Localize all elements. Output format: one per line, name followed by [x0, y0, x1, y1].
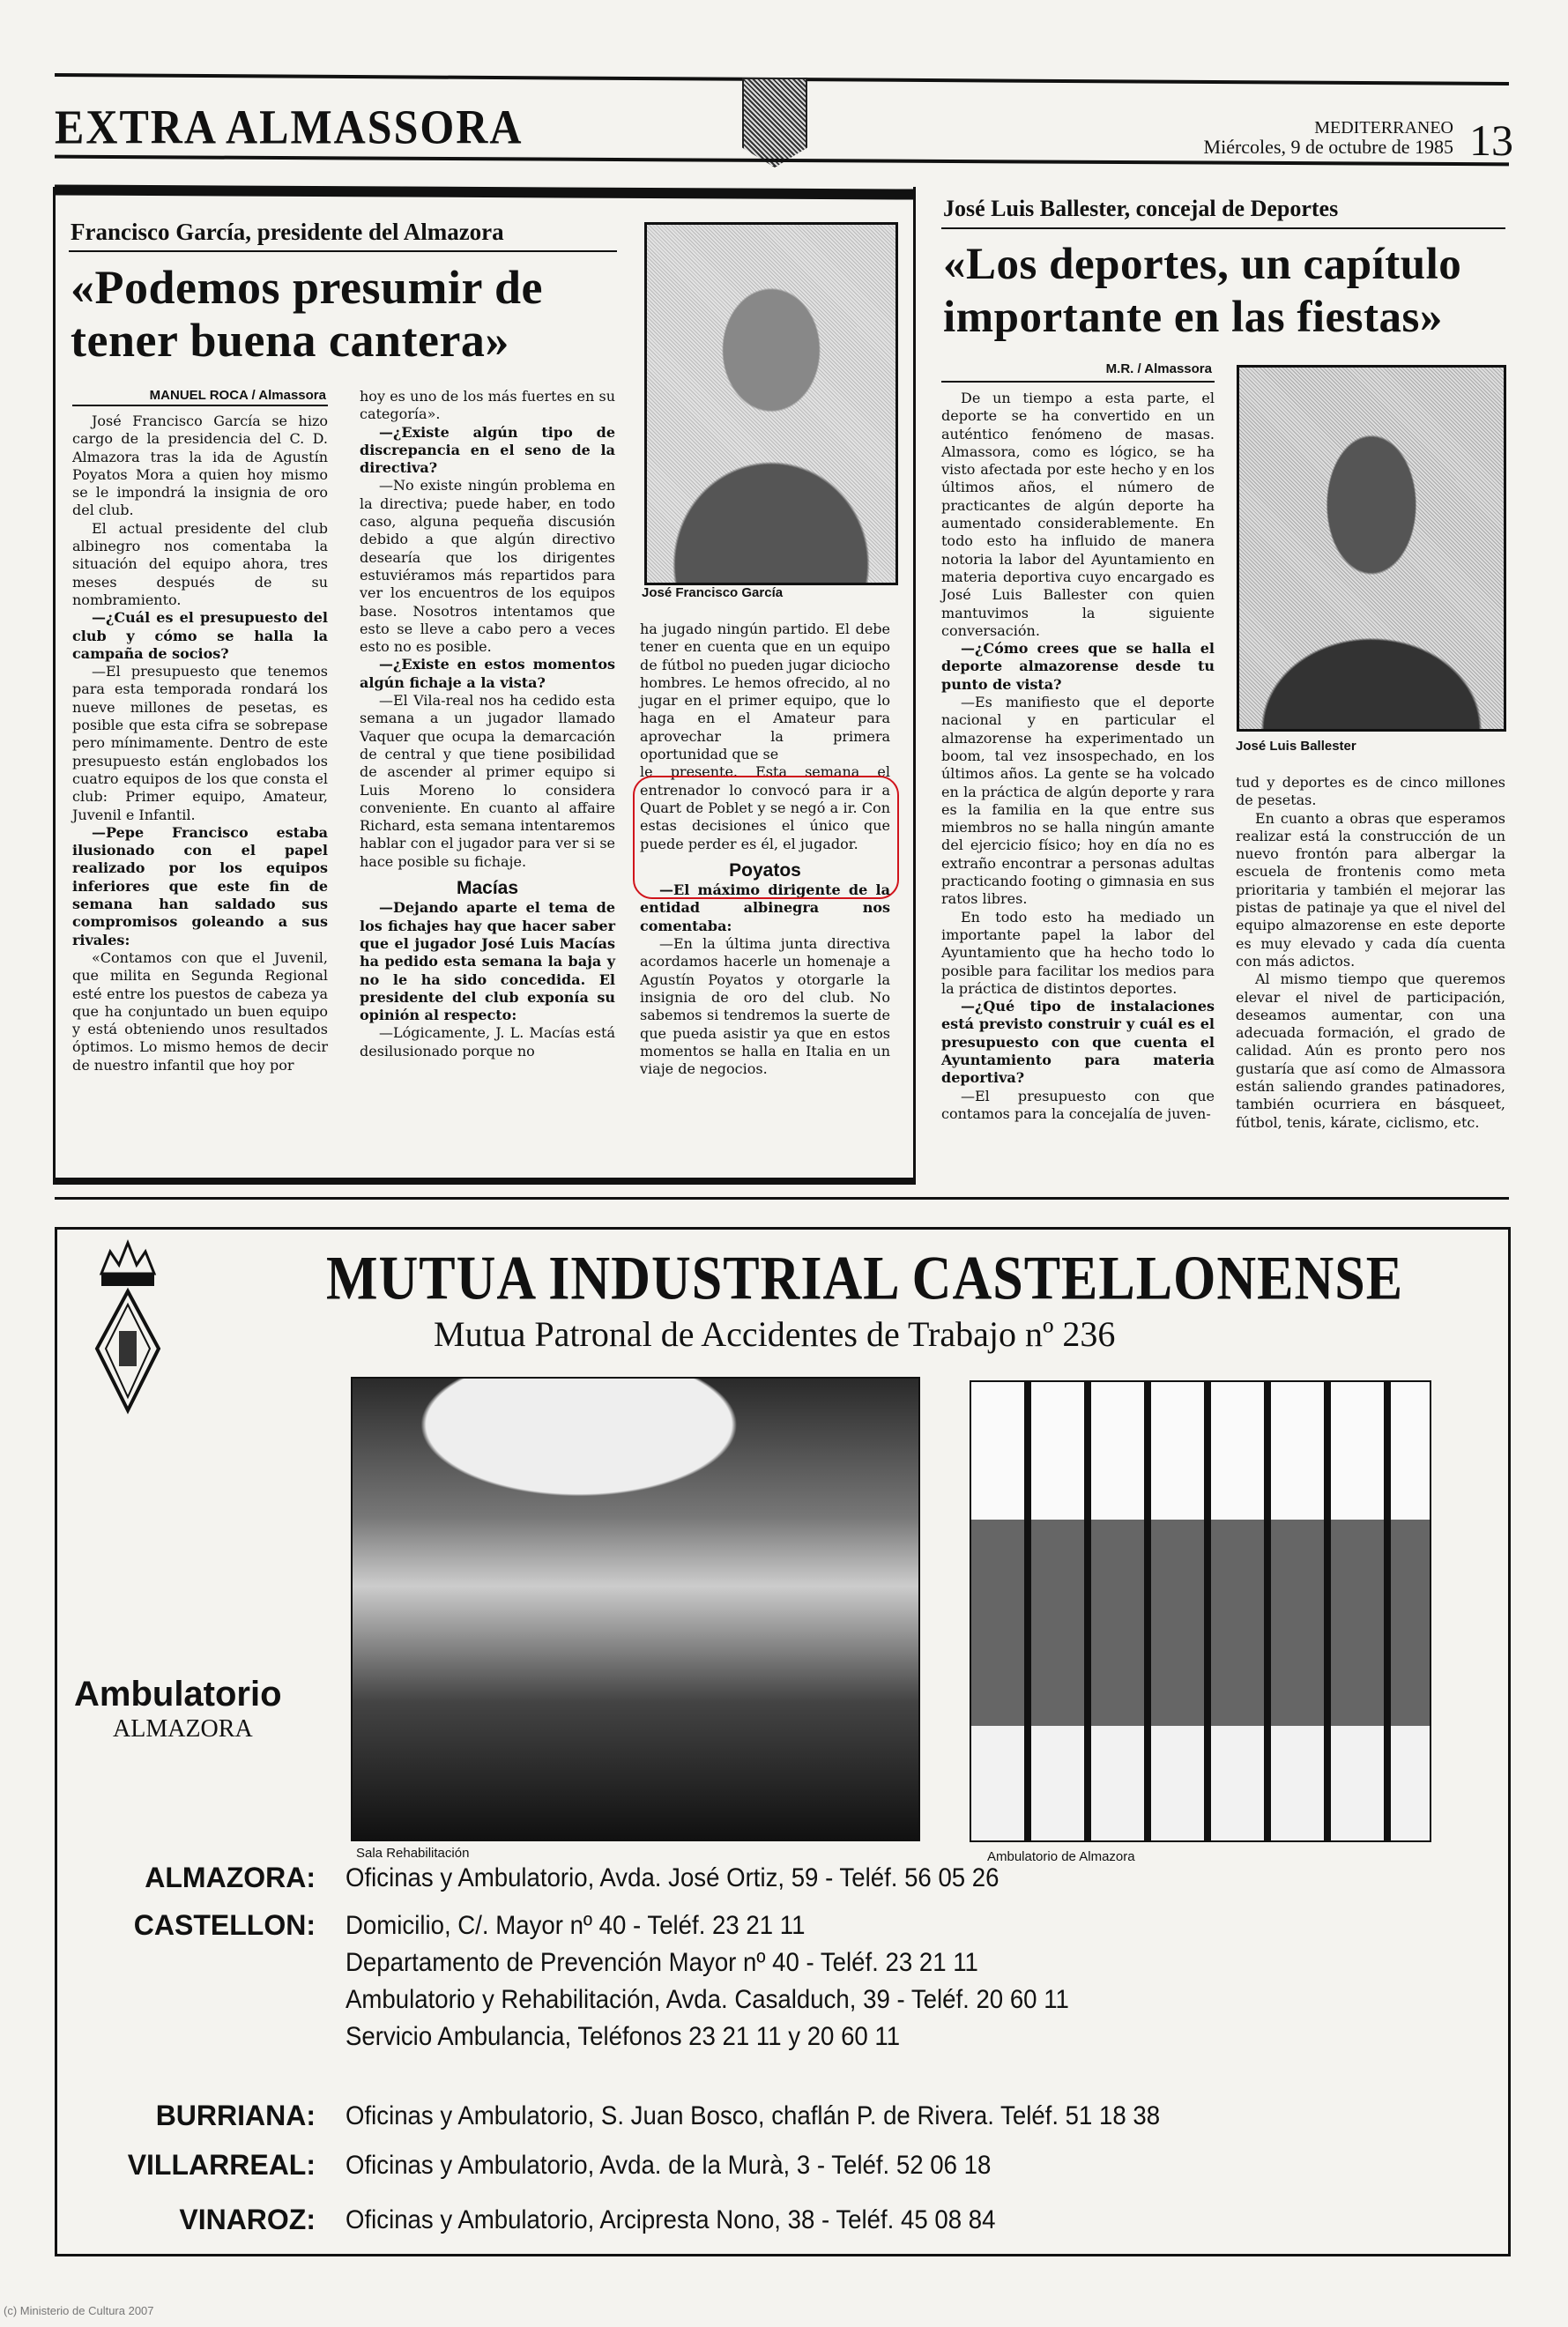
- address-city-label: VINAROZ:: [179, 2204, 316, 2235]
- address-line: Oficinas y Ambulatorio, Avda. de la Murà, 3 - Teléf. 52 06 18: [346, 2151, 992, 2180]
- article-left-byline: MANUEL ROCA / Almassora: [149, 388, 326, 403]
- paragraph: En cuanto a obras que esperamos realizar está la construcción de un nuevo frontón para albergar la escuela de frontenis como meta prioritaria y también el mejorar las pistas de patinaje ya que el nivel del equipo almazorense en este deporte es muy elevado y cada día cuenta con más adictos.: [1236, 809, 1505, 970]
- article-left-column-2: [360, 388, 615, 1060]
- kicker-underline: [941, 227, 1505, 229]
- section-divider: [55, 1197, 1509, 1200]
- address-line: Domicilio, C/. Mayor nº 40 - Teléf. 23 21 11: [346, 1911, 806, 1940]
- paragraph: —Lógicamente, J. L. Macías está desilusionado porque no: [360, 1024, 615, 1059]
- image-caption: Ambulatorio de Almazora: [987, 1849, 1135, 1864]
- address-city-label: ALMAZORA:: [145, 1862, 316, 1893]
- article-left-column-1: [72, 413, 328, 1074]
- address-line: Servicio Ambulancia, Teléfonos 23 21 11 y 20 60 11: [346, 2022, 901, 2051]
- paragraph: —Es manifiesto que el deporte nacional y en particular el almazorense ha experimentado un boom, tal vez insospechado, en los últimos años. La gente se ha volcado en la práctica de algún deporte y rara es la familia en la que entre sus miembros no se halla ningún amante del ejercicio físico; hoy en día no es extraño encontrar a personas adultas practicando footing o gimnasia en sus ratos libres.: [941, 694, 1215, 908]
- article-left-top-bar: [55, 184, 914, 199]
- photo-caption: José Luis Ballester: [1236, 739, 1356, 754]
- paragraph: «Contamos con que el Juvenil, que milita en Segunda Regional esté entre los puestos de cabeza ya que ha conjuntado un buen equipo y está obteniendo unos resultados óptimos. Lo mismo hemos de decir de nuestro infantil que hoy por: [72, 948, 328, 1074]
- kicker-underline: [69, 250, 617, 252]
- headline-line: tener buena cantera»: [71, 314, 509, 367]
- paragraph: —El Vila-real nos ha cedido esta semana a un jugador llamado Vaquer que ocupa la demarcación de central y que tiene posibilidad de ascender al primer equipo si Luis Moreno lo considera conveniente. En cuanto al affaire Richard, esta semana intentaremos hablar con el jugador para ver si se hace posible su fichaje.: [360, 692, 615, 870]
- section-title: EXTRA ALMASSORA: [55, 100, 524, 154]
- paragraph: hoy es uno de los más fuertes en su categoría».: [360, 388, 615, 423]
- highlight-annotation: [633, 776, 899, 899]
- byline-rule: [941, 381, 1215, 383]
- interview-question: —¿Cuál es el presupuesto del club y cómo se halla la campaña de socios?: [72, 609, 328, 662]
- interview-question: —Pepe Francisco estaba ilusionado con el papel realizado por los equipos inferiores que este fin de semana han saldado sus compromisos goleando a sus rivales:: [72, 823, 328, 948]
- article-left-bottom-bar: [55, 1178, 914, 1185]
- interview-question: —El máximo dirigente de la entidad albinegra nos comentaba:: [640, 881, 890, 934]
- interview-question: —¿Existe en estos momentos algún fichaje a la vista?: [360, 656, 615, 691]
- address-city-label: CASTELLON:: [133, 1909, 316, 1941]
- interview-question: —¿Cómo crees que se halla el deporte almazorense desde tu punto de vista?: [941, 640, 1215, 693]
- page-number: 13: [1469, 115, 1513, 165]
- paragraph: El actual presidente del club albinegro nos comentaba la situación del equipo ahora, tres meses después de su nombramiento.: [72, 519, 328, 608]
- paragraph: ha jugado ningún partido. El debe tener en cuenta que en un equipo de fútbol no pueden jugar diciocho hombres. Le hemos ofrecido, al no jugar en el primer equipo, que lo haga en el Amateur para aprovechar la primera oportunidad que se: [640, 621, 890, 763]
- address-line: Oficinas y Ambulatorio, S. Juan Bosco, chaflán P. de Rivera. Teléf. 51 18 38: [346, 2101, 1161, 2130]
- interview-question: —¿Qué tipo de instalaciones está previsto construir y cuál es el presupuesto con que cuenta el Ayuntamiento para materia deportiva?: [941, 998, 1215, 1087]
- photo-rehabilitation-room: [351, 1377, 920, 1841]
- interview-question: —Dejando aparte el tema de los fichajes hay que hacer saber que el jugador José Luis Macías ha pedido esta semana la baja y no le ha sido concedida. El presidente del club exponía su opinión al respecto:: [360, 899, 615, 1024]
- interview-question: —¿Existe algún tipo de discrepancia en el seno de la directiva?: [360, 423, 615, 477]
- issue-date: Miércoles, 9 de octubre de 1985: [1203, 136, 1453, 158]
- paragraph: De un tiempo a esta parte, el deporte se ha convertido en un auténtico fenómeno de masas. Almassora, como es lógico, se ha visto afectada por este hecho y en los últimos años, el número de practicantes de algún deporte ha aumentado considerablemente. En todo esto ha influido de manera notoria la labor del Ayuntamiento en materia deportiva cuyo encargado es José Luis Ballester con quien mantuvimos la siguiente conversación.: [941, 390, 1215, 639]
- article-left-kicker: Francisco García, presidente del Almazora: [71, 219, 504, 245]
- ad-subtitle: Mutua Patronal de Accidentes de Trabajo nº 236: [434, 1314, 1116, 1354]
- newspaper-name: MEDITERRANEO: [1314, 118, 1453, 138]
- castellon-crest-icon: [88, 1238, 167, 1415]
- article-right-headline: [943, 238, 1516, 344]
- byline-rule: [72, 405, 328, 406]
- address-line: Oficinas y Ambulatorio, Arcipresta Nono, 38 - Teléf. 45 08 84: [346, 2205, 996, 2234]
- address-city-label: VILLARREAL:: [127, 2149, 316, 2181]
- paragraph: En todo esto ha mediado un importante papel la labor del Ayuntamiento que ha hecho todo lo posible para facilitar los medios para la práctica de distintos deportes.: [941, 908, 1215, 997]
- photo-caption: José Francisco García: [642, 585, 784, 600]
- address-line: Ambulatorio y Rehabilitación, Avda. Casalduch, 39 - Teléf. 20 60 11: [346, 1985, 1069, 2014]
- subheading: Poyatos: [729, 859, 801, 881]
- paragraph: —El presupuesto que tenemos para esta temporada rondará los nueve millones de pesetas, es posible que esta cifra se sobrepase pero mínimamente. Dentro de este presupuesto están englobados los cuatro equipos de los que consta el club: Primer equipo, Amateur, Juvenil e Infantil.: [72, 663, 328, 823]
- address-line: Oficinas y Ambulatorio, Avda. José Ortiz, 59 - Teléf. 56 05 26: [346, 1863, 1000, 1892]
- photo-ambulatorio-exterior: [970, 1380, 1431, 1842]
- headline-line: «Los deportes, un capítulo: [943, 240, 1462, 289]
- ambulatorio-subtitle: ALMAZORA: [113, 1715, 253, 1743]
- town-crest-icon: [742, 78, 807, 167]
- article-right-column-2: [1236, 774, 1505, 1132]
- article-left-frame-right: [913, 187, 916, 1185]
- address-city-label: BURRIANA:: [155, 2100, 316, 2131]
- paragraph: —El presupuesto con que contamos para la concejalía de juven-: [941, 1087, 1215, 1122]
- image-caption: Sala Rehabilitación: [356, 1846, 470, 1861]
- article-left-headline: [71, 261, 617, 367]
- subheading: Macías: [456, 878, 519, 899]
- copyright-credit: (c) Ministerio de Cultura 2007: [4, 2304, 154, 2317]
- address-line: Departamento de Prevención Mayor nº 40 - Teléf. 23 21 11: [346, 1948, 978, 1977]
- highlighted-passage: le presente. Esta semana el entrenador lo convocó para ir a Quart de Poblet y se negó a ir. Con estas decisiones el único que puede perder es él, el jugador.: [640, 763, 890, 852]
- paragraph: tud y deportes es de cinco millones de pesetas.: [1236, 774, 1505, 809]
- ambulatorio-title: Ambulatorio: [74, 1675, 282, 1714]
- headline-line: importante en las fiestas»: [943, 293, 1443, 342]
- photo-jose-francisco-garcia: [644, 222, 898, 585]
- article-right-kicker: José Luis Ballester, concejal de Deportes: [943, 196, 1339, 221]
- ad-title: MUTUA INDUSTRIAL CASTELLONENSE: [326, 1244, 1404, 1313]
- paragraph: José Francisco García se hizo cargo de la presidencia del C. D. Almazora tras la ida de Agustín Poyatos Mora a quien hoy mismo se le impondrá la insignia de oro del club.: [72, 413, 328, 519]
- paragraph: Al mismo tiempo que queremos elevar el nivel de participación, deseamos aumentar, con una adecuada formación, el grado de calidad. Aún es pronto pero nos gustaría que así como de Almassora están saliendo grandes patinadores, también ocurriera en básqueet, fútbol, tenis, kárate, ciclismo, etc.: [1236, 970, 1505, 1131]
- photo-jose-luis-ballester: [1237, 365, 1506, 732]
- article-left-frame-left: [53, 187, 56, 1185]
- headline-line: «Podemos presumir de: [71, 261, 543, 314]
- article-right-byline: M.R. / Almassora: [1105, 361, 1212, 376]
- article-right-column-1: [941, 390, 1215, 1123]
- paragraph: —No existe ningún problema en la directiva; puede haber, en todo caso, alguna pequeña discusión debido a que algún directivo desearía que los dirigentes estuviéramos más repartidos para ver los encuentros de los equipos base. Nosotros intentamos que esto se lleve a cabo pero a veces esto no es posible.: [360, 477, 615, 656]
- paragraph: —En la última junta directiva acordamos hacerle un homenaje a Agustín Poyatos y otorgarle la insignia de oro del club. No sabemos si tendremos la suerte de que pueda asistir ya que en estos momentos se halla en Italia en un viaje de negocios.: [640, 935, 890, 1078]
